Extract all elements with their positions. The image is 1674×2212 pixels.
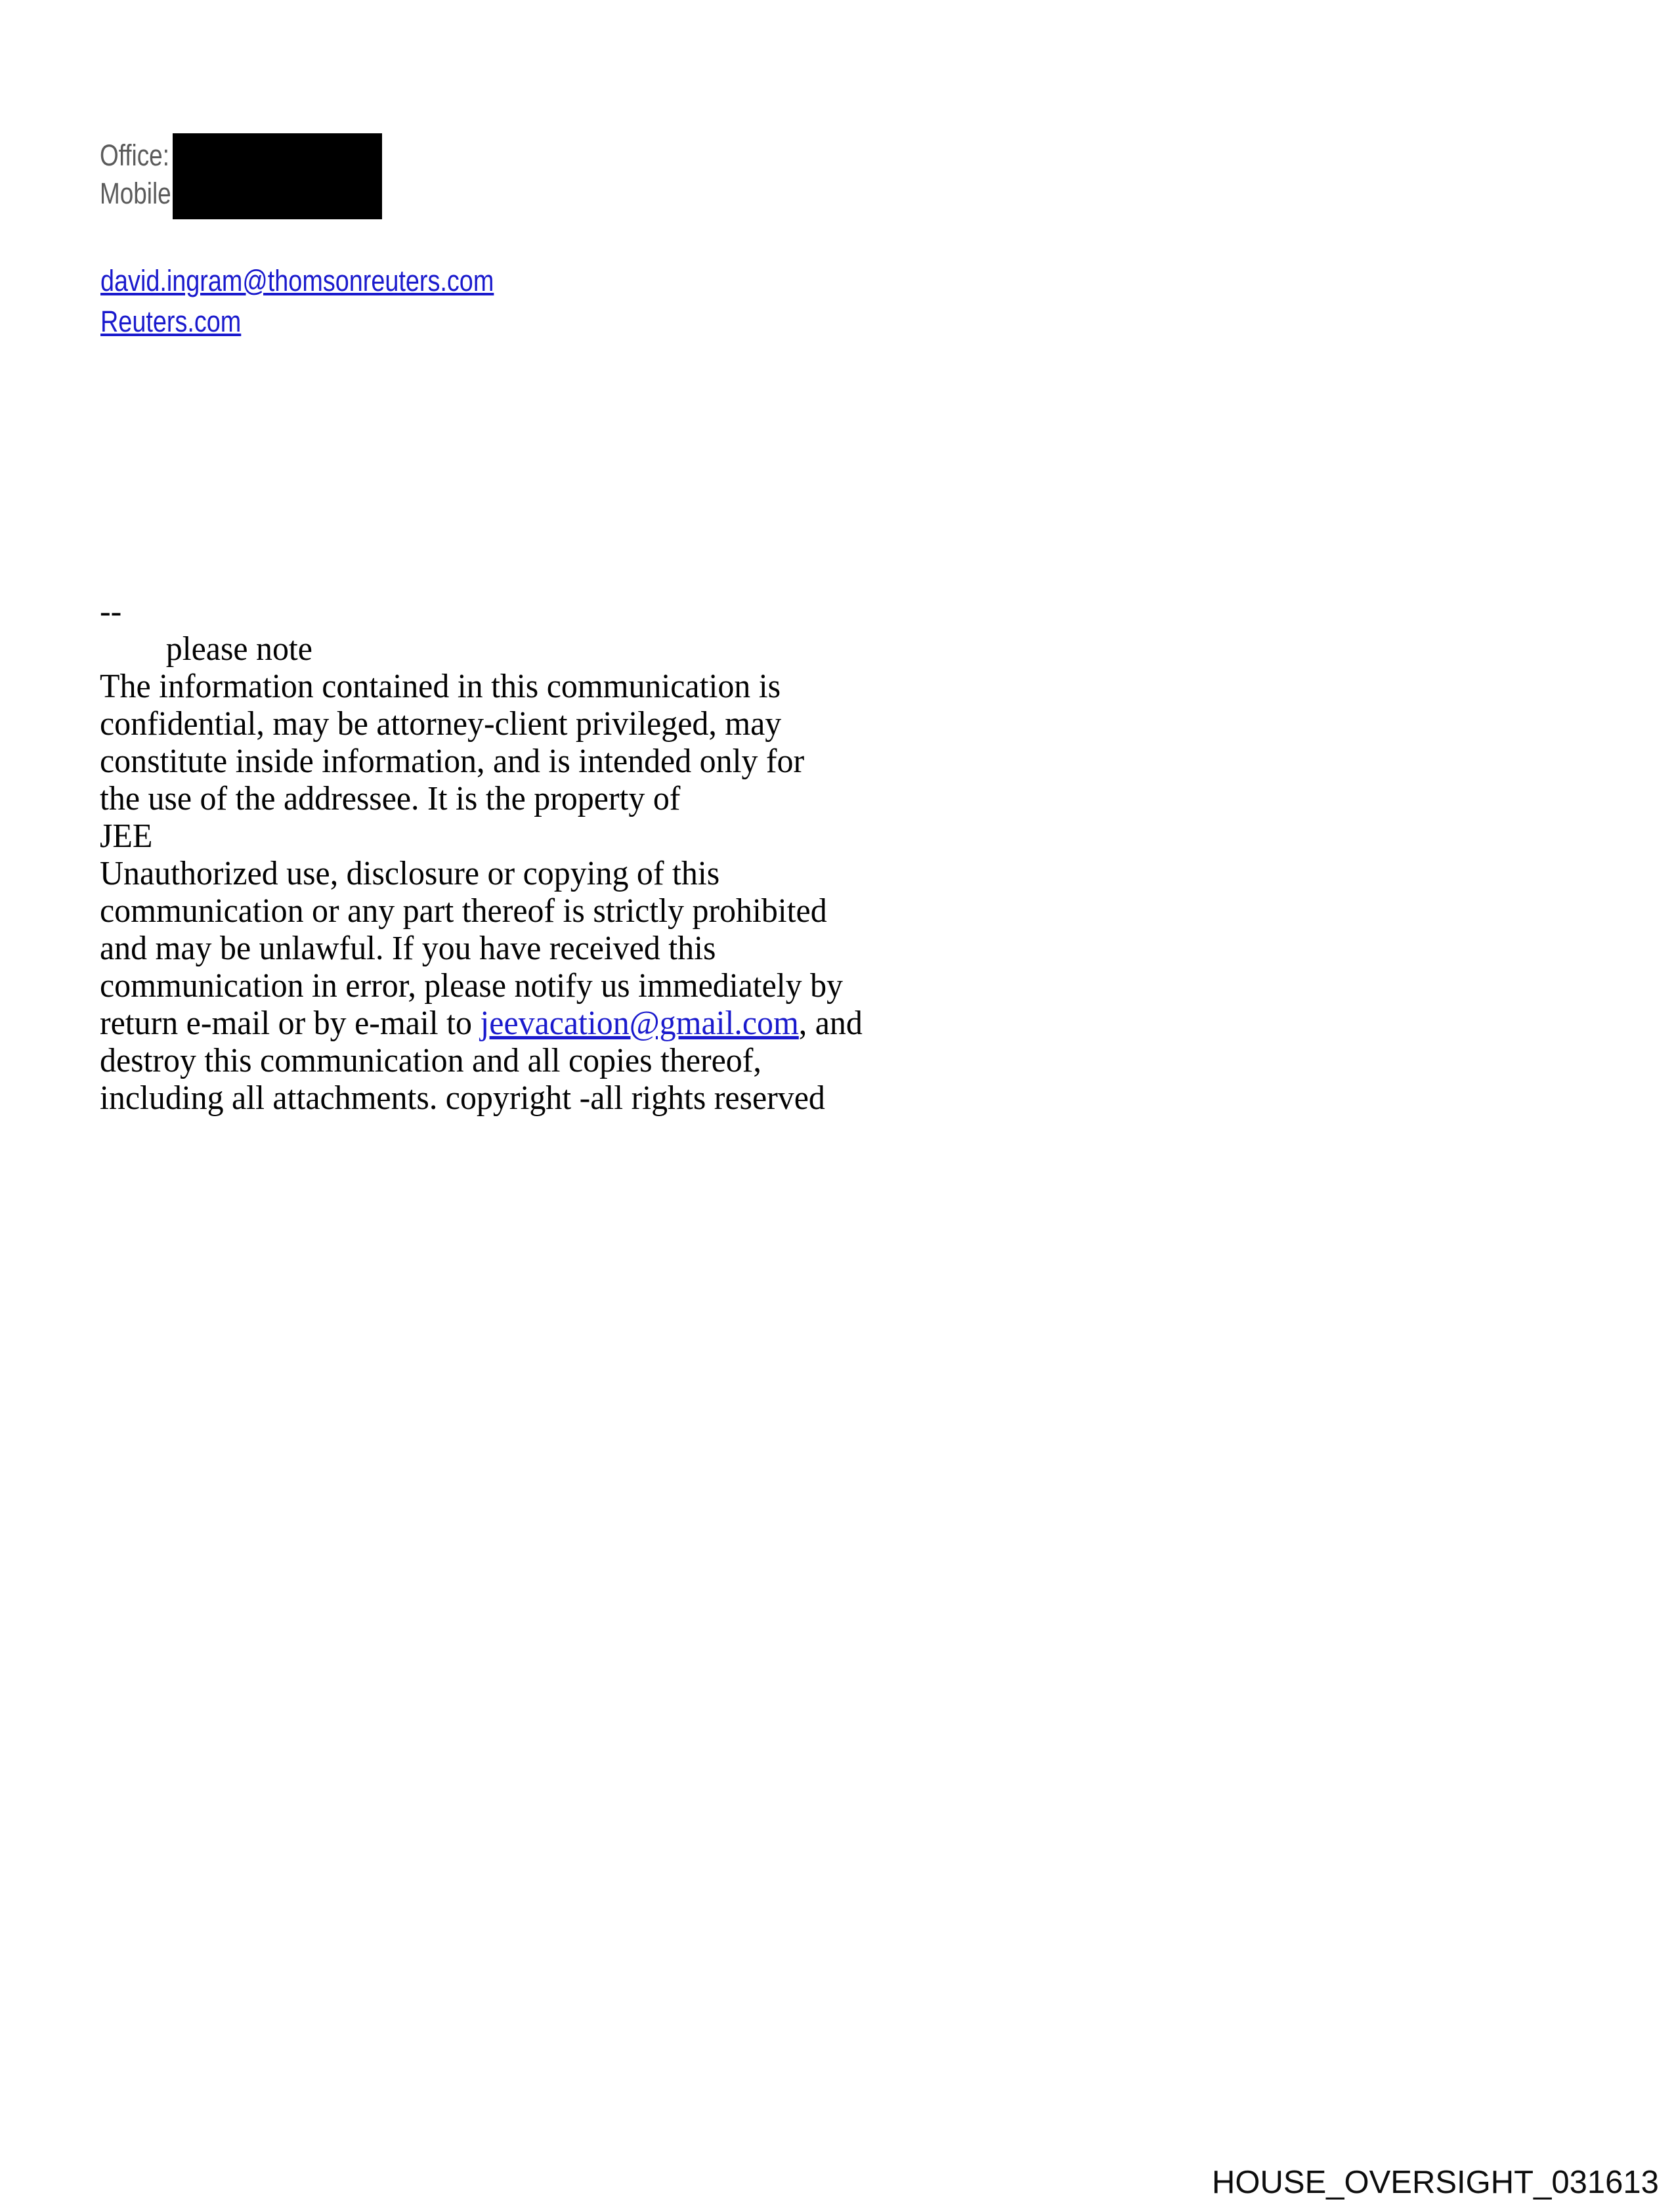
disclaimer-line: JEE — [100, 817, 153, 855]
notify-suffix: , and — [798, 1005, 863, 1042]
disclaimer-line: destroy this communication and all copies thereof, — [100, 1042, 762, 1079]
contact-links — [100, 261, 494, 342]
disclaimer-line: the use of the addressee. It is the property of — [100, 780, 681, 817]
disclaimer-line: communication in error, please notify us immediately by — [100, 967, 844, 1005]
disclaimer-line: Unauthorized use, disclosure or copying of this — [100, 855, 720, 892]
contact-labels — [100, 137, 171, 213]
mobile-label: Mobile — [100, 177, 171, 210]
office-label: Office: — [100, 139, 169, 172]
disclaimer-line: including all attachments. copyright -all rights reserved — [100, 1079, 825, 1117]
website-link[interactable]: Reuters.com — [100, 305, 242, 338]
phone-redaction-box — [173, 133, 382, 219]
disclaimer-line: constitute inside information, and is intended only for — [100, 743, 805, 780]
note-heading: please note — [165, 630, 312, 668]
disclaimer-line: communication or any part thereof is strictly prohibited — [100, 892, 827, 930]
notify-line — [100, 1005, 863, 1042]
signature-separator: -- — [100, 593, 122, 630]
disclaimer-line: confidential, may be attorney-client privileged, may — [100, 705, 782, 743]
gmail-link[interactable]: jeevacation@gmail.com — [480, 1005, 799, 1042]
disclaimer-line: and may be unlawful. If you have received this — [100, 930, 716, 967]
email-link[interactable]: david.ingram@thomsonreuters.com — [100, 264, 494, 297]
bates-stamp: HOUSE_OVERSIGHT_031613 — [1212, 2165, 1659, 2200]
disclaimer-line: The information contained in this communication is — [100, 668, 781, 705]
notify-prefix: return e-mail or by e-mail to — [100, 1005, 481, 1042]
signature-block — [100, 593, 863, 1117]
